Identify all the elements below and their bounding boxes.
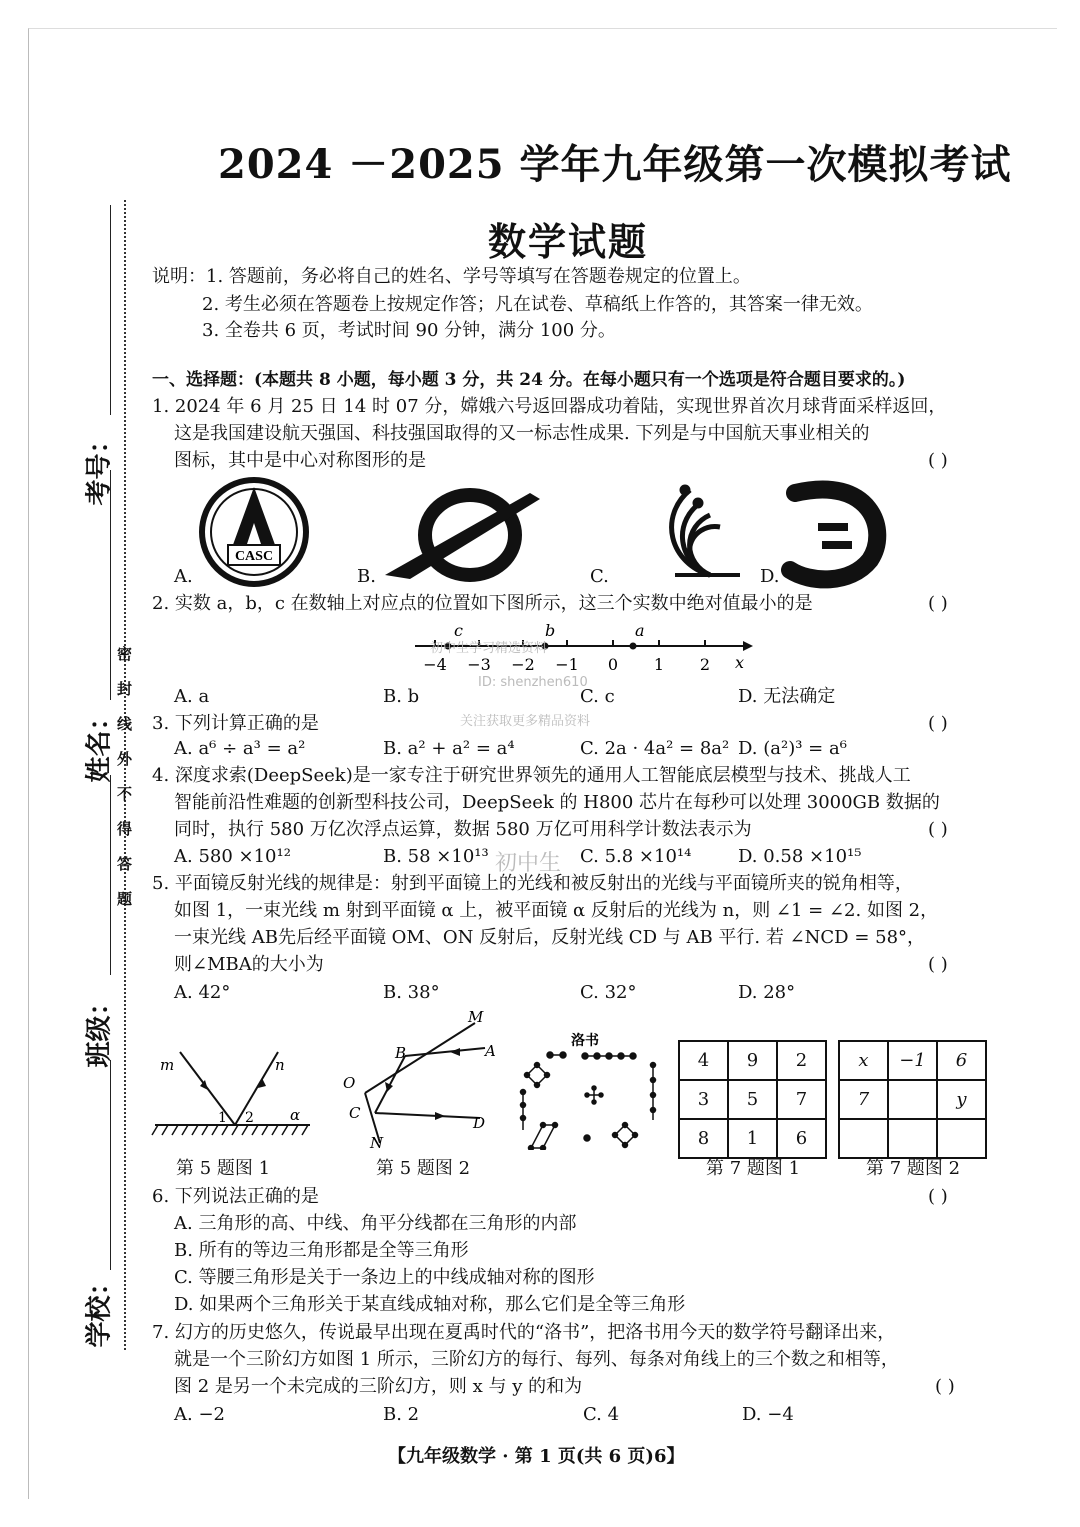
q3-option: D. (a²)³ = a⁶ [738,738,847,759]
label-m: m [160,1056,175,1074]
label-M: M [468,1008,484,1026]
cell: 8 [679,1119,728,1158]
q3-text: 3. 下列计算正确的是 [152,713,319,734]
luoshu-title: 洛书 [571,1033,599,1049]
q5-line: 5. 平面镜反射光线的规律是：射到平面镜上的光线和被反射出的光线与平面镜所夹的锐角相等， [152,873,913,894]
q4-option: C. 5.8 ×10¹⁴ [580,846,692,867]
label-alpha: α [290,1106,301,1124]
q1-line: 图标，其中是中心对称图形的是 [174,450,426,471]
label-D: D [473,1114,486,1132]
logo-c-icon [672,487,740,575]
q1-option: A. [174,566,193,587]
seal-dotted-line [124,200,126,1350]
answer-bracket: ( ) [935,1376,955,1397]
label-1: 1 [218,1110,227,1126]
luoshu-figure [515,1030,665,1150]
seal-char: 密 [117,645,133,663]
watermark: 关注获取更多精品资料 [460,714,591,729]
q1-option: B. [357,566,376,587]
section-heading: 一、选择题：(本题共 8 小题，每小题 3 分，共 24 分。在每小题只有一个选项是符合题目要求的。) [152,370,906,390]
fig5-1-caption: 第 5 题图 1 [176,1158,271,1179]
cell: 6 [777,1119,826,1158]
q7-option: C. 4 [583,1404,620,1425]
fig5-2-caption: 第 5 题图 2 [376,1158,471,1179]
answer-bracket: ( ) [928,819,948,840]
fig5-2 [335,1008,510,1153]
q4-line: 4. 深度求索(DeepSeek)是一家专注于研究世界领先的通用人工智能底层模型与技术、挑战人工 [152,765,911,786]
q4-line: 智能前沿性难题的创新型科技公司，DeepSeek 的 H800 芯片在每秒可以处理 3000GB 数据的 [174,792,940,813]
point-a: a [635,621,645,640]
cell: x [839,1041,888,1080]
q2-option: D. 无法确定 [738,686,836,707]
q1-line: 1. 2024 年 6 月 25 日 14 时 07 分，嫦娥六号返回器成功着陆，实现世界首次月球背面采样返回， [152,396,947,417]
magic-square-1 [678,1040,827,1159]
q1-line: 这是我国建设航天强国、科技强国取得的又一标志性成果. 下列是与中国航天事业相关的 [174,423,870,444]
cell [888,1080,937,1119]
casc-logo [202,480,306,584]
cell: 4 [679,1041,728,1080]
cell: −1 [888,1041,937,1080]
q5-option: C. 32° [580,982,637,1003]
seal-char: 线 [117,715,133,733]
magic-square-2 [838,1040,987,1159]
logo-d-icon [790,489,877,579]
cell [888,1119,937,1158]
logo-b-icon [385,493,540,579]
cell: 7 [777,1080,826,1119]
page-footer: 【九年级数学 · 第 1 页(共 6 页)6】 [388,1446,685,1467]
point-b: b [545,621,556,640]
q4-line: 同时，执行 580 万亿次浮点运算，数据 580 万亿可用科学计数法表示为 [174,819,752,840]
q5-option: A. 42° [174,982,231,1003]
q4-option: B. 58 ×10¹³ [383,846,489,867]
q1-option: D. [760,566,780,587]
q5-option: D. 28° [738,982,796,1003]
watermark: 初中生 [495,851,562,876]
instruction-line: 3. 全卷共 6 页，考试时间 90 分钟，满分 100 分。 [202,320,616,341]
cell: 3 [679,1080,728,1119]
label-B: B [395,1044,407,1062]
q2-text: 2. 实数 a，b，c 在数轴上对应点的位置如下图所示，这三个实数中绝对值最小的是 [152,593,813,614]
kaohao-line [110,205,111,415]
xingming-label: 姓名： [84,704,115,783]
instruction-line: 说明：1. 答题前，务必将自己的姓名、学号等填写在答题卷规定的位置上。 [152,266,751,287]
q5-option: B. 38° [383,982,440,1003]
xingming-line [110,470,111,700]
q7-option: A. −2 [174,1404,225,1425]
q7-line: 就是一个三阶幻方如图 1 所示，三阶幻方的每行、每列、每条对角线上的三个数之和相等， [174,1349,899,1370]
exam-title: 2024 －2025 学年九年级第一次模拟考试 [218,141,1012,188]
banji-line [110,775,111,975]
tick-label: 2 [699,655,711,674]
cell: 7 [839,1080,888,1119]
seal-char: 答 [117,855,133,873]
q7-line: 7. 幻方的历史悠久，传说最早出现在夏禹时代的“洛书”，把洛书用今天的数学符号翻译出来， [152,1322,896,1343]
q5-line: 一束光线 AB先后经平面镜 OM、ON 反射后，反射光线 CD 与 AB 平行. 若 ∠NCD = 58°， [174,927,926,948]
cell [839,1119,888,1158]
label-O: O [343,1074,356,1092]
q5-line: 如图 1，一束光线 m 射到平面镜 α 上，被平面镜 α 反射后的光线为 n，则 ∠1 = ∠2. 如图 2， [174,900,939,921]
q1-logos [170,475,910,590]
exam-subtitle: 数学试题 [488,219,649,264]
tick-label: −3 [467,655,491,674]
axis-x: x [735,653,745,672]
answer-bracket: ( ) [928,593,948,614]
q7-line: 图 2 是另一个未完成的三阶幻方，则 x 与 y 的和为 [174,1376,583,1397]
q3-option: B. a² + a² = a⁴ [383,738,515,759]
q6-option: B. 所有的等边三角形都是全等三角形 [174,1240,469,1261]
cell: y [937,1080,986,1119]
q4-option: A. 580 ×10¹² [174,846,291,867]
seal-char: 得 [117,820,133,838]
cell: 6 [937,1041,986,1080]
answer-bracket: ( ) [928,450,948,471]
cell: 2 [777,1041,826,1080]
cell: 5 [728,1080,777,1119]
fig5-1 [150,1040,320,1140]
instruction-line: 2. 考生必须在答题卷上按规定作答；凡在试卷、草稿纸上作答的，其答案一律无效。 [202,294,873,315]
q3-option: C. 2a · 4a² = 8a² [580,738,730,759]
fig7-1-caption: 第 7 题图 1 [706,1158,801,1179]
q2-option: A. a [174,686,210,707]
label-n: n [275,1056,285,1074]
seal-char: 外 [117,750,133,768]
q6-text: 6. 下列说法正确的是 [152,1186,319,1207]
kaohao-label: 考号： [84,427,115,506]
seal-char: 封 [117,680,133,698]
cell: 1 [728,1119,777,1158]
watermark: ID: shenzhen610 [478,675,588,690]
seal-char: 不 [117,785,133,803]
cell [937,1119,986,1158]
answer-bracket: ( ) [928,954,948,975]
tick-label: 0 [607,655,619,674]
seal-char: 题 [117,890,133,908]
answer-bracket: ( ) [928,1186,948,1207]
label-2: 2 [245,1110,254,1126]
tick-label: −1 [555,655,579,674]
q4-option: D. 0.58 ×10¹⁵ [738,846,862,867]
q2-option: C. c [580,686,615,707]
point-c: c [454,621,463,640]
xuexiao-line [110,1060,111,1270]
label-A: A [485,1042,496,1060]
q6-option: D. 如果两个三角形关于某直线成轴对称，那么它们是全等三角形 [174,1294,686,1315]
label-N: N [370,1134,384,1152]
fig7-2-caption: 第 7 题图 2 [866,1158,961,1179]
tick-label: 1 [653,655,665,674]
q7-option: D. −4 [742,1404,794,1425]
label-C: C [349,1104,361,1122]
q3-option: A. a⁶ ÷ a³ = a² [174,738,306,759]
watermark: 初中生学习精选资料 [430,641,548,656]
q6-option: A. 三角形的高、中线、角平分线都在三角形的内部 [174,1213,577,1234]
answer-bracket: ( ) [928,713,948,734]
cell: 9 [728,1041,777,1080]
casc-logo-text: CASC [234,549,274,564]
q6-option: C. 等腰三角形是关于一条边上的中线成轴对称的图形 [174,1267,595,1288]
q7-option: B. 2 [383,1404,420,1425]
q2-option: B. b [383,686,420,707]
tick-label: −4 [423,655,447,674]
xuexiao-label: 学校： [84,1269,115,1348]
banji-label: 班级： [84,989,115,1068]
q1-option: C. [590,566,609,587]
tick-label: −2 [511,655,535,674]
q5-line: 则∠MBA的大小为 [174,954,324,975]
